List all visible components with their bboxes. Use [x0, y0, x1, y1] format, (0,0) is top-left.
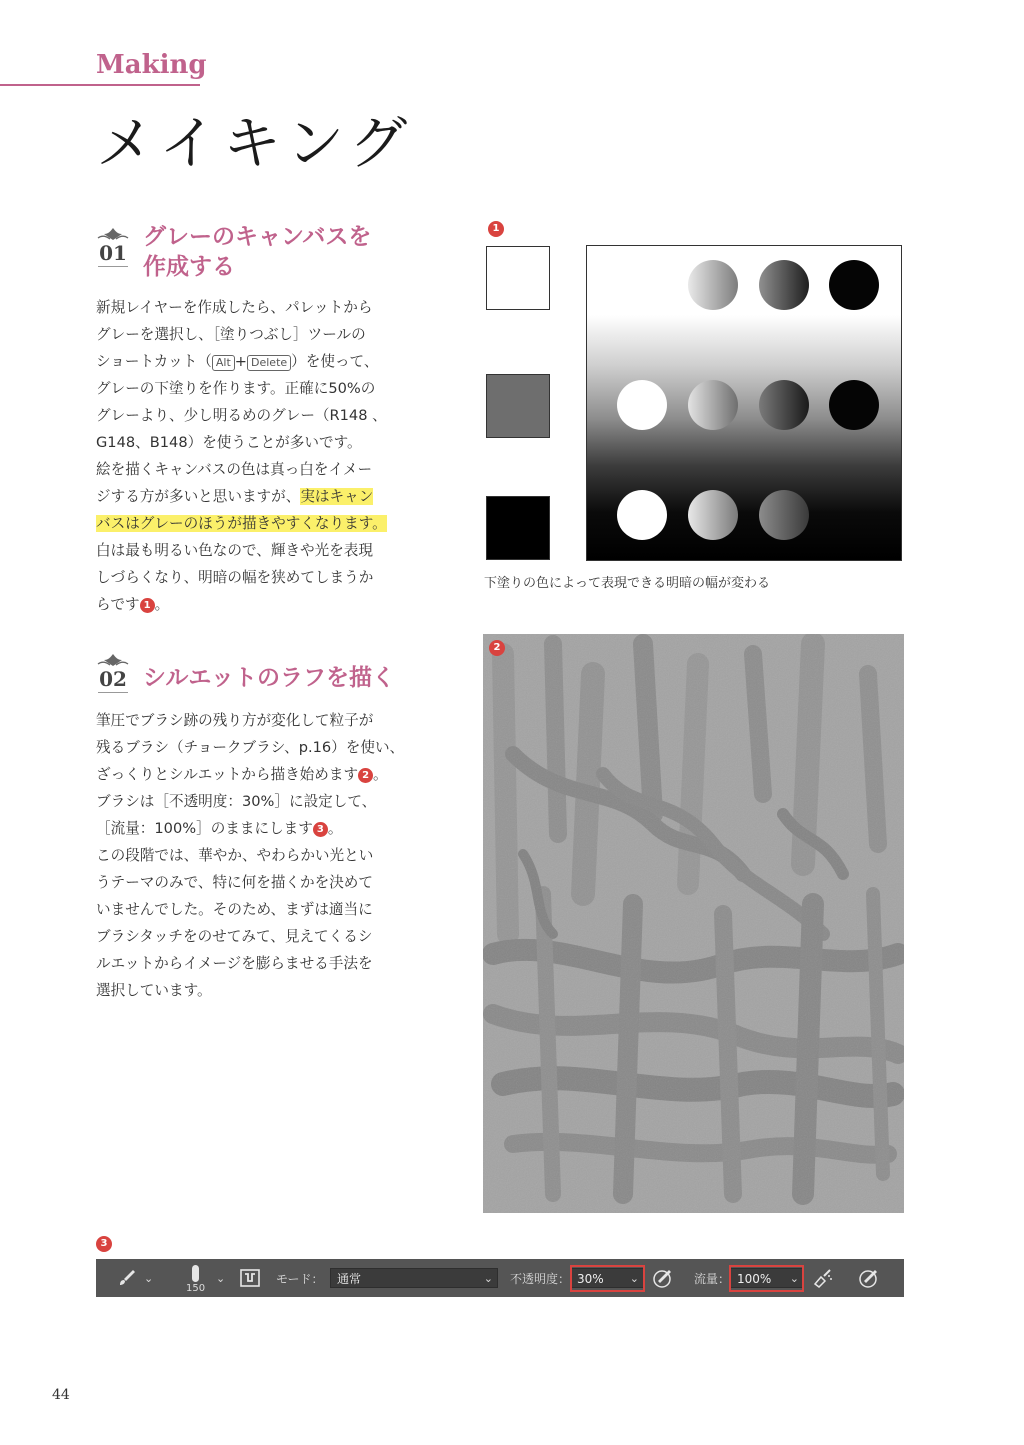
section-label: Making — [96, 50, 207, 80]
pressure-opacity-button[interactable] — [652, 1259, 674, 1297]
body-text: らです — [96, 596, 140, 613]
body-line: グレーの下塗りを作ります。正確に50%の — [96, 380, 376, 397]
chevron-down-icon: ⌄ — [144, 1271, 154, 1285]
body-line: 白は最も明るい色なので、輝きや光を表現 — [96, 542, 373, 559]
value-range-gradient — [586, 245, 902, 561]
black-circle — [829, 260, 879, 310]
figure-badge: 3 — [96, 1236, 112, 1252]
body-line: 筆圧でブラシ跡の残り方が変化して粒子が — [96, 712, 374, 729]
flow-label: 流量： — [694, 1271, 731, 1286]
dark-gray-circle — [759, 260, 809, 310]
body-text: 。 — [154, 596, 170, 613]
airbrush-icon — [812, 1267, 834, 1289]
figure-badge: 1 — [488, 221, 504, 237]
body-line: G148、B148）を使うことが多いです。 — [96, 434, 362, 451]
pressure-icon — [652, 1267, 674, 1289]
white-circle — [617, 490, 667, 540]
black-circle — [829, 380, 879, 430]
body-line: ルエットからイメージを膨らませる手法を — [96, 955, 373, 972]
alt-key: Alt — [212, 355, 235, 371]
white-swatch — [486, 246, 550, 310]
body-text: ）を使って、 — [291, 353, 379, 370]
body-line: グレーより、少し明るめのグレー（R148 、 — [96, 407, 387, 424]
body-line: ブラシタッチをのせてみて、見えてくるシ — [96, 928, 373, 945]
silhouette-sketch-image — [483, 634, 904, 1213]
mode-select[interactable] — [330, 1268, 498, 1288]
section-title-line: 作成する — [143, 254, 235, 280]
gray-swatch — [486, 374, 550, 438]
light-gray-circle — [688, 490, 738, 540]
brush-preset-picker[interactable] — [182, 1259, 232, 1297]
body-line: 絵を描くキャンバスの色は真っ白をイメー — [96, 461, 373, 478]
body-line — [96, 348, 418, 375]
flow-value: 100% — [737, 1272, 772, 1286]
brush-icon — [116, 1267, 138, 1289]
brush-strokes — [483, 634, 904, 1213]
body-line: ブラシは［不透明度：30%］に設定して、 — [96, 793, 377, 810]
body-line — [96, 510, 418, 537]
black-swatch — [486, 496, 550, 560]
brush-settings-icon — [240, 1269, 260, 1287]
body-line: うテーマのみで、特に何を描くかを決めて — [96, 874, 373, 891]
white-circle — [617, 380, 667, 430]
pressure-size-icon — [858, 1267, 880, 1289]
body-text: 。 — [327, 820, 343, 837]
ornament-icon — [96, 652, 130, 668]
highlighted-text: バスはグレーのほうが描きやすくなります。 — [96, 515, 387, 532]
chevron-down-icon: ⌄ — [216, 1271, 226, 1285]
brush-size: 150 — [186, 1283, 206, 1294]
section-number: 01 — [99, 241, 127, 265]
section-body — [96, 294, 418, 618]
chevron-down-icon: ⌄ — [629, 1272, 639, 1285]
body-line: しづらくなり、明暗の幅を狭めてしまうか — [96, 569, 374, 586]
brush-options-toolbar — [96, 1259, 904, 1297]
opacity-value: 30% — [577, 1272, 604, 1286]
section-title-line: グレーのキャンバスを — [143, 224, 372, 250]
section-number-rule — [98, 266, 128, 267]
light-gray-circle — [688, 380, 738, 430]
body-line — [96, 761, 418, 788]
opacity-label: 不透明度： — [510, 1271, 571, 1286]
highlighted-text: 実はキャン — [300, 488, 374, 505]
delete-key: Delete — [247, 355, 291, 371]
figure-caption: 下塗りの色によって表現できる明暗の幅が変わる — [484, 576, 771, 591]
section-body — [96, 707, 418, 1004]
body-text: ざっくりとシルエットから描き始めます — [96, 766, 359, 783]
dark-gray-circle — [759, 380, 809, 430]
opacity-highlight-box — [570, 1265, 645, 1292]
brush-tip-icon — [192, 1265, 199, 1282]
page-title: メイキング — [96, 109, 414, 177]
brush-settings-button[interactable] — [240, 1259, 264, 1297]
figure-badge: 2 — [489, 640, 505, 656]
section-title: シルエットのラフを描く — [143, 665, 395, 691]
body-line: グレーを選択し、［塗りつぶし］ツールの — [96, 326, 366, 343]
body-text: 。 — [373, 766, 388, 783]
body-line — [96, 591, 418, 618]
figure-ref-badge: 3 — [313, 822, 328, 837]
figure-ref-badge: 2 — [358, 768, 373, 783]
figure-ref-badge: 1 — [140, 598, 155, 613]
flow-highlight-box — [729, 1265, 804, 1292]
chevron-down-icon: ⌄ — [483, 1272, 493, 1285]
body-line: 残るブラシ（チョークブラシ、p.16）を使い、 — [96, 739, 405, 756]
body-text: ショートカット（ — [96, 353, 212, 370]
airbrush-button[interactable] — [812, 1259, 834, 1297]
pressure-size-button[interactable] — [858, 1259, 880, 1297]
body-line: 新規レイヤーを作成したら、パレットから — [96, 299, 373, 316]
light-gray-circle — [688, 260, 738, 310]
dark-gray-circle — [759, 490, 809, 540]
section-title — [143, 222, 371, 282]
page-number: 44 — [52, 1387, 70, 1403]
body-line: 選択しています。 — [96, 982, 212, 999]
body-line — [96, 815, 418, 842]
body-text: ［流量：100%］のままにします — [96, 820, 313, 837]
body-line — [96, 483, 418, 510]
body-text: ジする方が多いと思いますが、 — [96, 488, 301, 505]
body-line: この段階では、華やか、やわらかい光とい — [96, 847, 374, 864]
mode-label: モード： — [276, 1271, 324, 1286]
body-line: いませんでした。そのため、まずは適当に — [96, 901, 373, 918]
mode-value: 通常 — [337, 1272, 362, 1286]
section-number: 02 — [99, 667, 127, 691]
brush-preset — [182, 1259, 208, 1297]
brush-tool-picker[interactable] — [116, 1259, 162, 1297]
section-number-rule — [98, 692, 128, 693]
plus-sign: + — [234, 353, 248, 370]
ornament-icon — [96, 226, 130, 242]
chevron-down-icon: ⌄ — [789, 1272, 799, 1285]
section-label-underline — [0, 84, 200, 86]
